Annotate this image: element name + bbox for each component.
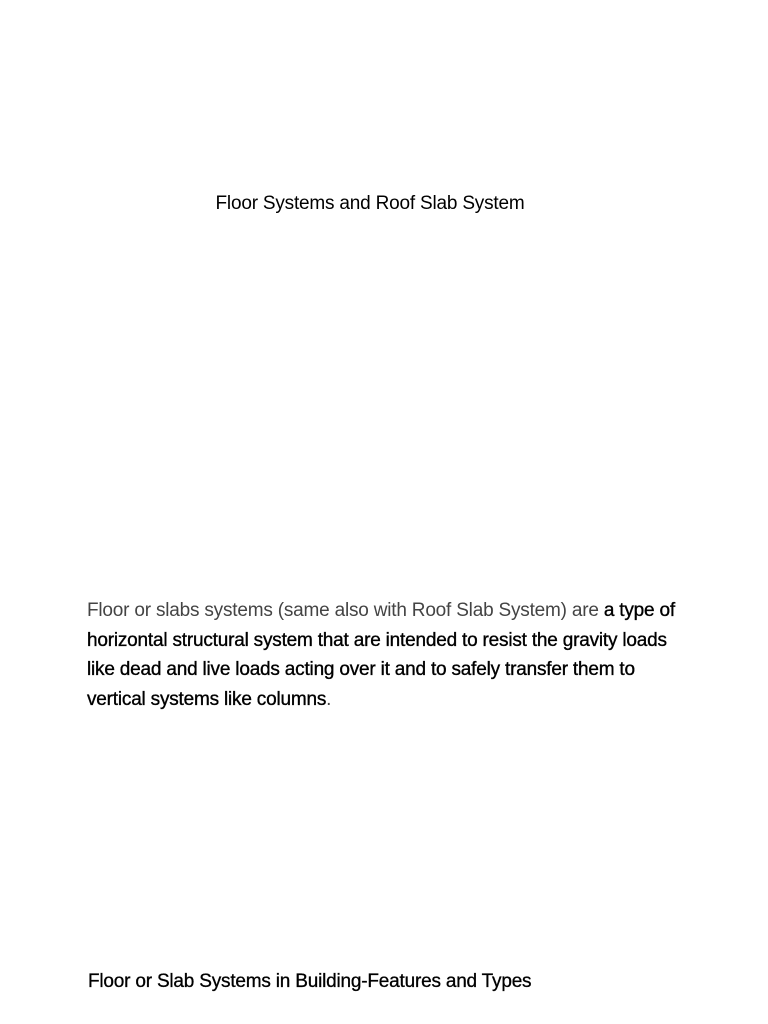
paragraph-emphasis-text: a type of horizontal structural system that are intended to resist the gravity loads like dead and live loads acting over it and to safely transfer them to vertical systems like columns — [87, 600, 675, 710]
paragraph-end-punctuation: . — [326, 688, 332, 710]
section-heading: Floor or Slab Systems in Building-Features and Types — [88, 971, 532, 992]
intro-paragraph — [87, 596, 687, 714]
paragraph-lead-text: Floor or slabs systems (same also with Roof Slab System) are — [87, 600, 604, 621]
document-title: Floor Systems and Roof Slab System — [215, 193, 525, 214]
